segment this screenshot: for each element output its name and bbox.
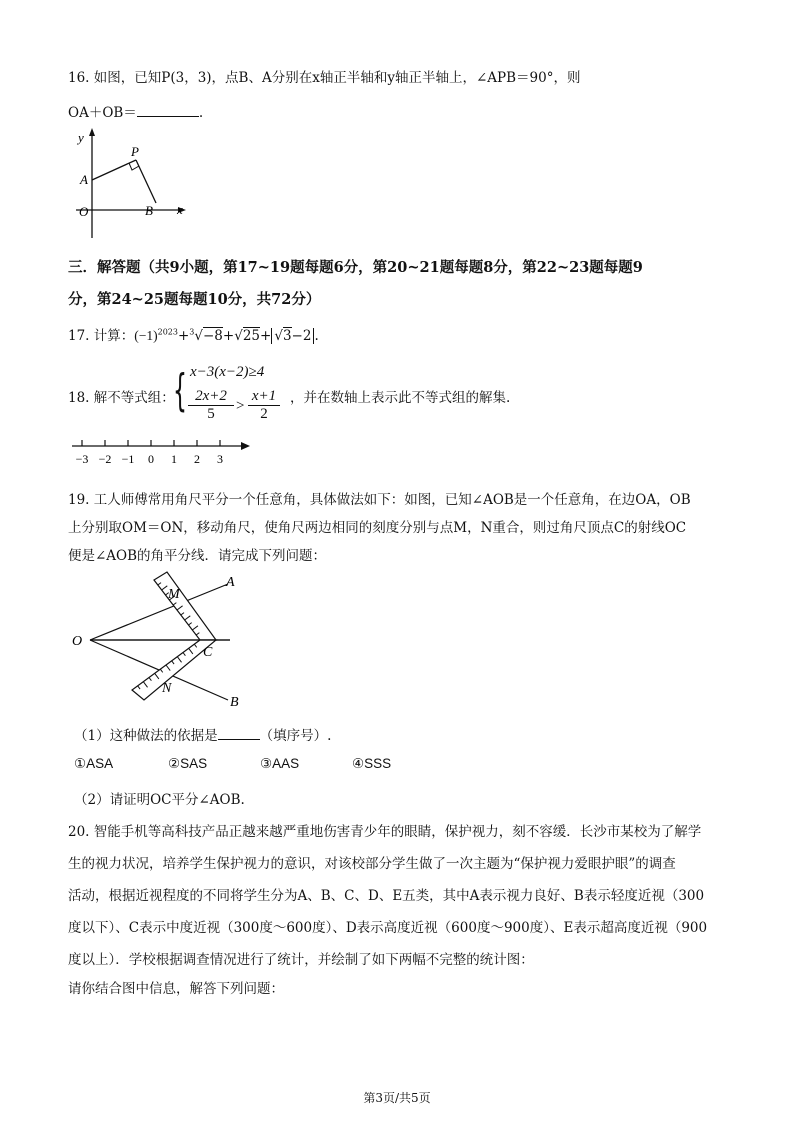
q20-line4: 度以下）、C表示中度近视（300度～600度）、D表示高度近视（600度～900度）、E表示超高度近视（900 [68,920,708,936]
number-line-label: 2 [194,452,200,466]
q19-option-3: ③AAS [260,756,300,771]
q17-term1: (−1) [134,328,158,343]
sqrt-icon: √ [194,328,203,344]
q20-line1: 20. 智能手机等高科技产品正越来越严重地伤害青少年的眼睛，保护视力，刻不容缓．长沙市某校为了解学 [68,824,702,840]
q19-label-B: B [230,695,239,710]
q16-label-O: O [79,204,89,219]
q17-line [68,324,319,344]
q19-label-C: C [203,645,213,660]
q18-inequality1: x−3(x−2)≥4 [190,364,265,380]
section3-heading-line1: 三．解答题（共9小题，第17~19题每题6分，第20~21题每题8分，第22~23题每题9 [68,259,643,276]
q19-line1: 19. 工人师傅常用角尺平分一个任意角，具体做法如下：如图，已知∠AOB是一个任意角，在边OA，OB [68,492,691,508]
number-line-label: −1 [121,452,135,466]
q18-fraction1 [188,388,234,423]
q19-label-O: O [72,634,83,649]
q16-label-P: P [131,144,139,159]
q17-plus1: + [177,328,190,344]
sqrt-icon: √ [274,328,283,344]
q16-label-B: B [145,203,153,218]
q17-plus2: + [222,328,235,344]
q19-label-A: A [226,575,235,590]
q16-figure [70,126,200,241]
q18-suffix: ，并在数轴上表示此不等式组的解集. [290,390,511,406]
number-line-label: −3 [75,452,89,466]
number-line-label: −2 [98,452,112,466]
q17-radicand3: 3 [282,328,292,344]
q19-sub1-blank[interactable] [218,727,260,740]
q17-minus2: −2 [291,328,312,344]
q16-label-A: A [80,172,88,187]
q18-frac1-numerator: 2x+2 [188,388,234,406]
q20-line6: 请你结合图中信息，解答下列问题： [68,981,284,997]
q17-exponent: 2023 [157,327,178,337]
q17-period: . [314,328,319,344]
q20-line5: 度以上）．学校根据调查情况进行了统计，并绘制了如下两幅不完整的统计图： [68,952,534,968]
q19-label-M: M [168,587,180,602]
q19-option-1: ①ASA [74,756,114,771]
q16-expression: OA＋OB＝ [68,105,137,121]
sqrt-icon: √ [234,328,243,344]
q18-gt: > [236,398,245,414]
q16-answer-blank[interactable] [137,104,199,117]
q17-radicand1: −8 [203,328,223,344]
q19-line3: 便是∠AOB的角平分线．请完成下列问题： [68,548,327,564]
section3-heading-line2: 分，第24~25题每题10分，共72分） [68,291,321,308]
number-line-label: 0 [148,452,154,466]
q19-sub1-end: （填序号）. [259,728,332,744]
q17-radicand2: 25 [242,328,261,344]
q18-frac2-numerator: x+1 [248,388,280,406]
q17-root-index: 3 [189,327,195,337]
q20-line2: 生的视力状况，培养学生保护视力的意识，对该校部分学生做了一次主题为“保护视力爱眼护眼”的调查 [68,856,676,872]
q17-abs-value [271,328,314,344]
q18-frac2-denominator: 2 [260,406,268,422]
number-line [70,436,255,468]
q16-line1: 16. 如图，已知P(3，3)，点B、A分别在x轴正半轴和y轴正半轴上，∠APB＝90°，则 [68,70,581,86]
q16-label-y: y [78,130,84,145]
q19-figure [70,570,250,715]
q18-fraction2 [248,388,280,423]
number-line-label: 1 [171,452,177,466]
brace-icon: { [173,365,187,416]
q19-sub1-text: （1）这种做法的依据是 [74,728,218,744]
q20-line3: 活动，根据近视程度的不同将学生分为A、B、C、D、E五类，其中A表示视力良好、B表示轻度近视（300 [68,888,705,904]
q16-label-x: x [177,202,183,217]
q19-label-N: N [162,681,172,696]
q16-line2 [68,101,203,121]
q18-prefix: 18. 解不等式组： [68,390,175,406]
q17-plus3: + [260,328,272,344]
q18-frac1-denominator: 5 [207,406,215,422]
page-footer: 第3页/共5页 [363,1091,431,1105]
q19-option-2: ②SAS [168,756,208,771]
q19-sub2: （2）请证明OC平分∠AOB. [74,792,245,808]
q19-sub1 [74,724,331,744]
q19-line2: 上分别取OM＝ON，移动角尺，使角尺两边相同的刻度分别与点M，N重合，则过角尺顶点C的射线OC [68,520,687,536]
number-line-label: 3 [217,452,223,466]
q19-option-4: ④SSS [352,756,392,771]
q17-prefix: 17. 计算： [68,328,135,344]
q16-period: . [198,105,204,121]
